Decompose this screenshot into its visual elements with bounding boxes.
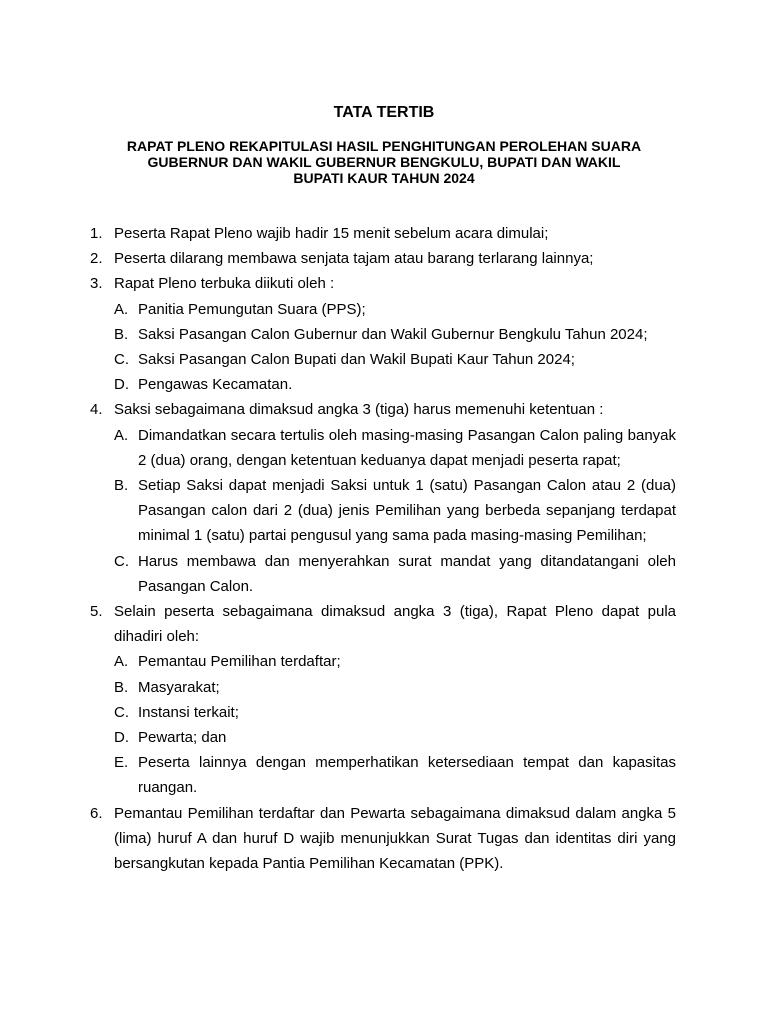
rule-text: Saksi sebagaimana dimaksud angka 3 (tiga) harus memenuhi ketentuan : (114, 401, 604, 419)
sub-item-text: Pengawas Kecamatan. (138, 376, 293, 394)
rule-number: 1. (90, 225, 103, 242)
rule-item (90, 599, 676, 801)
rule-item (90, 246, 676, 271)
rule-number: 3. (90, 275, 103, 293)
sub-item (114, 750, 676, 800)
sub-item (114, 322, 676, 347)
sub-list (114, 297, 676, 398)
sub-item-letter: C. (114, 552, 129, 570)
rule-text: Peserta dilarang membawa senjata tajam atau barang terlarang lainnya; (114, 250, 594, 268)
sub-item-text: Instansi terkait; (138, 703, 239, 721)
sub-item (114, 347, 676, 372)
sub-item-text: Dimandatkan secara tertulis oleh masing-masing Pasangan Calon paling banyak 2 (dua) orang, dengan ketentuan keduanya dapat menjadi peserta rapat; (138, 426, 676, 469)
document-subtitle (92, 138, 676, 186)
sub-item-text: Masyarakat; (138, 678, 220, 696)
sub-item-letter: C. (114, 703, 129, 721)
sub-item-text: Harus membawa dan menyerahkan surat mandat yang ditandatangani oleh Pasangan Calon. (138, 552, 676, 595)
subtitle-line: BUPATI KAUR TAHUN 2024 (293, 170, 475, 186)
rule-number: 4. (90, 401, 103, 419)
subtitle-line: GUBERNUR DAN WAKIL GUBERNUR BENGKULU, BUPATI DAN WAKIL (147, 154, 621, 170)
rule-text: Peserta Rapat Pleno wajib hadir 15 menit sebelum acara dimulai; (114, 225, 549, 242)
sub-item-letter: C. (114, 351, 129, 369)
sub-item-text: Peserta lainnya dengan memperhatikan ketersediaan tempat dan kapasitas ruangan. (138, 754, 676, 797)
sub-item-text: Pemantau Pemilihan terdaftar; (138, 653, 341, 671)
sub-item-letter: E. (114, 754, 129, 772)
sub-item (114, 372, 676, 397)
sub-item-letter: A. (114, 300, 129, 318)
sub-item (114, 725, 676, 750)
sub-list (114, 649, 676, 800)
sub-item-letter: A. (114, 653, 129, 671)
sub-item (114, 700, 676, 725)
rule-text: Selain peserta sebagaimana dimaksud angka 3 (tiga), Rapat Pleno dapat pula dihadiri oleh: (114, 603, 676, 646)
sub-item-text: Panitia Pemungutan Suara (PPS); (138, 300, 366, 318)
sub-item-letter: D. (114, 376, 129, 394)
sub-item (114, 549, 676, 599)
sub-item-letter: B. (114, 325, 129, 343)
sub-item (114, 423, 676, 473)
document-title: TATA TERTIB (333, 104, 435, 121)
sub-item (114, 473, 676, 549)
sub-item-text: Saksi Pasangan Calon Bupati dan Wakil Bupati Kaur Tahun 2024; (138, 351, 575, 369)
rule-item (90, 221, 676, 246)
rule-number: 6. (90, 804, 103, 822)
sub-item-letter: A. (114, 426, 129, 444)
rule-number: 2. (90, 250, 103, 268)
rule-item (90, 271, 676, 397)
sub-item-text: Setiap Saksi dapat menjadi Saksi untuk 1 (satu) Pasangan Calon atau 2 (dua) Pasangan calon dari 2 (dua) jenis Pemilihan yang berbeda sepanjang terdapat minimal 1 (satu) partai pengusul yang sama pada masing-masing Pemilihan; (138, 477, 676, 545)
rule-text: Rapat Pleno terbuka diikuti oleh : (114, 275, 335, 293)
sub-item-text: Pewarta; dan (138, 729, 227, 747)
rule-item (90, 397, 676, 599)
rules-list (90, 221, 676, 876)
subtitle-line: RAPAT PLENO REKAPITULASI HASIL PENGHITUNGAN PEROLEHAN SUARA (126, 138, 642, 154)
sub-item-letter: B. (114, 477, 129, 495)
rule-text: Pemantau Pemilihan terdaftar dan Pewarta sebagaimana dimaksud dalam angka 5 (lima) huruf A dan huruf D wajib menunjukkan Surat Tugas dan identitas diri yang bersangkutan kepada Pantia Pemilihan Kecamatan (PPK). (114, 804, 676, 873)
sub-item (114, 675, 676, 700)
sub-item-letter: D. (114, 729, 129, 747)
rule-number: 5. (90, 603, 103, 621)
sub-item-text: Saksi Pasangan Calon Gubernur dan Wakil Gubernur Bengkulu Tahun 2024; (138, 325, 648, 343)
sub-list (114, 423, 676, 599)
rule-item (90, 801, 676, 877)
sub-item (114, 297, 676, 322)
sub-item (114, 649, 676, 674)
sub-item-letter: B. (114, 678, 129, 696)
